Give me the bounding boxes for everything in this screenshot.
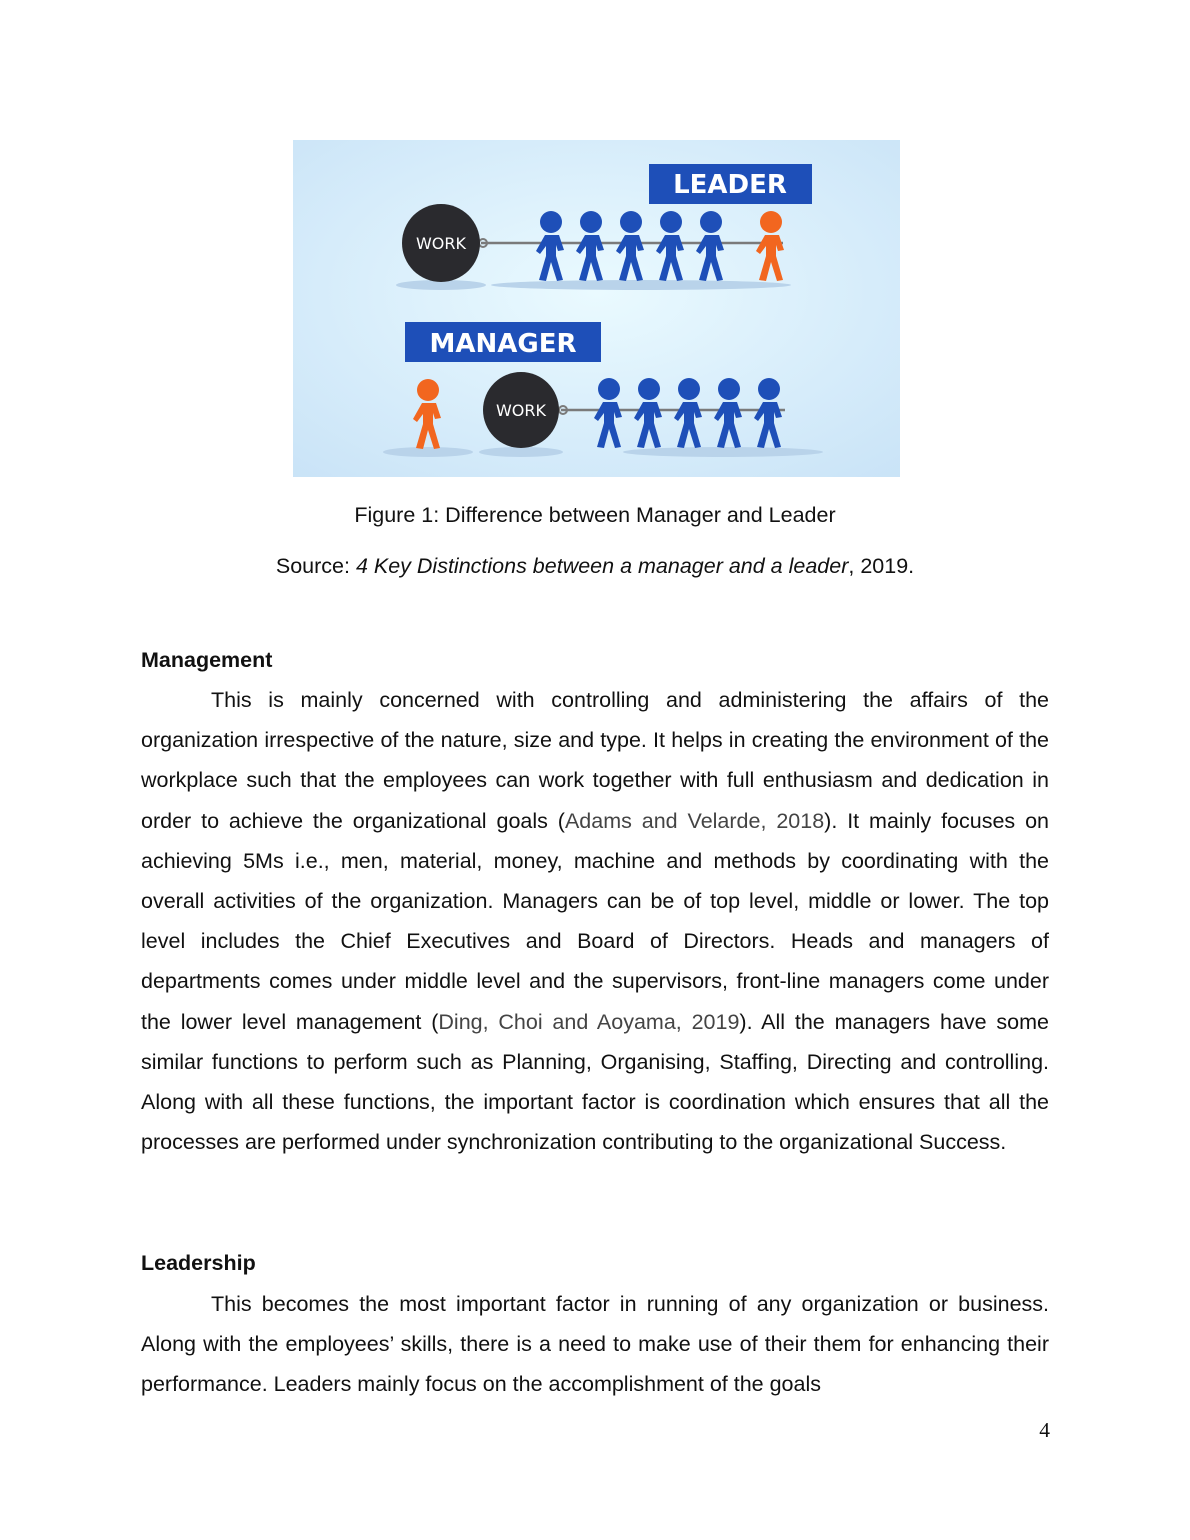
management-paragraph [141, 680, 1049, 1162]
management-text-2: ). It mainly focuses on achieving 5Ms i.e., men, material, money, machine and methods by coordinating with the overall activities of the organization. Managers can be of top level, middle or lower. The top level includes the Chief Executives and Board of Directors. Heads and managers of departments comes under middle level and the supervisors, front-line managers come under the lower level management ( [141, 808, 1049, 1034]
ball-shadow [479, 447, 563, 457]
leadership-paragraph [141, 1284, 1049, 1405]
citation-adams-velarde: Adams and Velarde, 2018 [564, 808, 825, 833]
management-text-3: ). All the managers have some similar functions to perform such as Planning, Organising, Staffing, Directing and controlling. Along with all these functions, the important factor is coordination which ensures that all the processes are performed under synchronization contributing to the organizational Success. [141, 1009, 1049, 1155]
team-shadow [623, 447, 823, 457]
figure-leader-vs-manager [293, 140, 900, 477]
figure-source [0, 554, 1190, 579]
management-text-1: This is mainly concerned with controlling and administering the affairs of the organization irrespective of the nature, size and type. It helps in creating the environment of the workplace such that the employees can work together with full enthusiasm and dedication in order to achieve the organizational goals ( [141, 688, 1049, 833]
source-prefix: Source: [275, 554, 356, 578]
citation-ding-choi-aoyama: Ding, Choi and Aoyama, 2019 [438, 1009, 740, 1034]
source-suffix: , 2019. [848, 554, 915, 578]
page-number: 4 [1039, 1418, 1050, 1442]
work-ball-label: WORK [415, 234, 467, 253]
work-ball-label: WORK [495, 401, 547, 420]
leadership-text: This becomes the most important factor in running of any organization or business. Along with the employees’ skills, there is a need to make use of their them for enhancing their performance. Leaders mainly focus on the accomplishment of the goals [141, 1292, 1049, 1397]
manager-label: MANAGER [429, 329, 577, 359]
section-heading-management: Management [141, 648, 273, 672]
manager-shadow [383, 447, 473, 457]
leader-label: LEADER [673, 170, 787, 200]
section-heading-leadership: Leadership [141, 1251, 256, 1275]
source-title: 4 Key Distinctions between a manager and a leader [355, 554, 849, 578]
team-shadow [491, 280, 791, 290]
figure-caption: Figure 1: Difference between Manager and Leader [354, 503, 836, 527]
